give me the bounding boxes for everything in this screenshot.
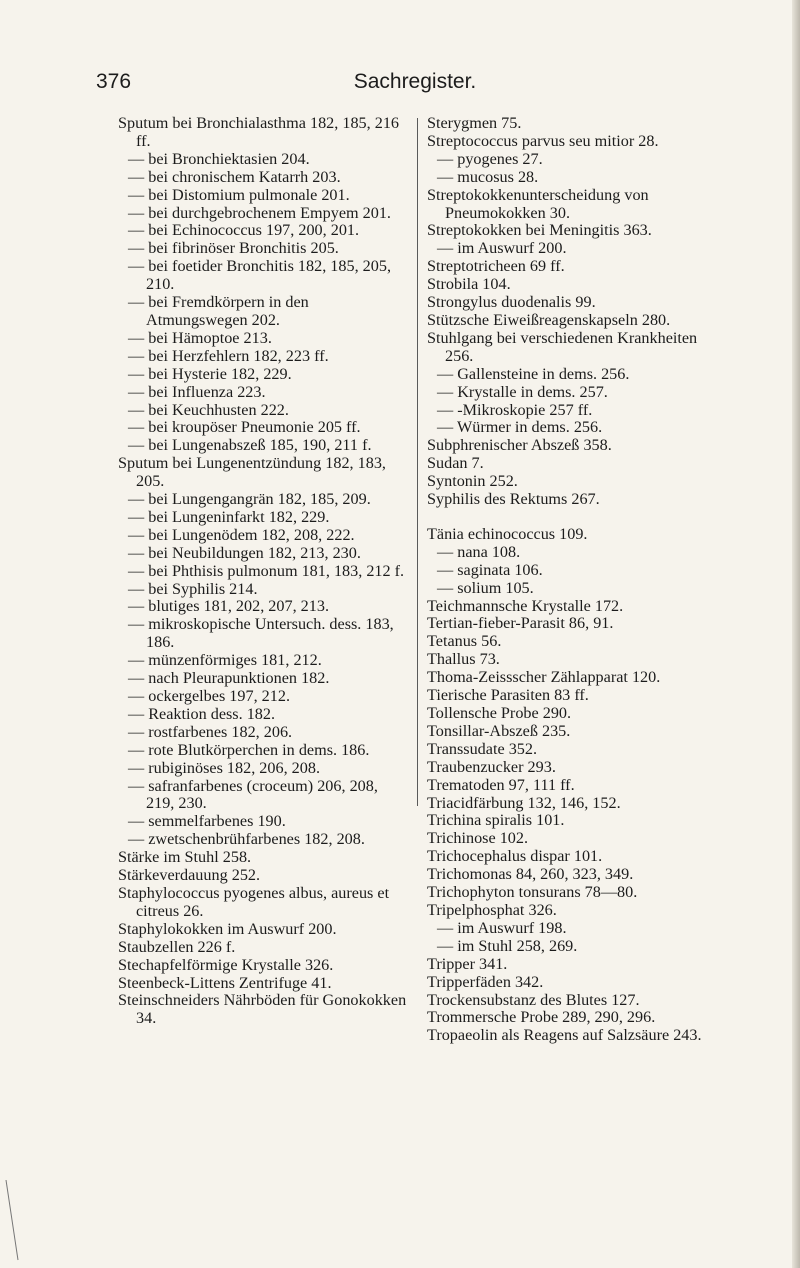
index-entry: — bei foetider Bronchitis 182, 185, 205, 210. bbox=[128, 257, 392, 294]
index-entry: Staubzellen 226 f. bbox=[118, 937, 236, 956]
index-entry: — rote Blutkörperchen in dems. 186. bbox=[128, 740, 370, 759]
index-entry: Streptococcus parvus seu mitior 28. bbox=[427, 131, 659, 150]
index-entry: Tripelphosphat 326. bbox=[427, 900, 557, 919]
index-entry: — im Auswurf 198. bbox=[437, 918, 567, 937]
index-entry: — solium 105. bbox=[437, 578, 534, 597]
index-entry: Sterygmen 75. bbox=[427, 114, 522, 132]
index-entry: Syntonin 252. bbox=[427, 472, 518, 491]
index-entry: — rostfarbenes 182, 206. bbox=[128, 722, 293, 741]
column-divider bbox=[417, 118, 418, 806]
index-entry: — nana 108. bbox=[437, 542, 521, 561]
index-entry: Stärke im Stuhl 258. bbox=[118, 848, 252, 867]
index-entry: — münzenförmiges 181, 212. bbox=[128, 651, 322, 670]
index-entry: Sudan 7. bbox=[427, 454, 484, 473]
index-entry: Thallus 73. bbox=[427, 650, 500, 669]
index-entry: Trockensubstanz des Blutes 127. bbox=[427, 990, 640, 1009]
index-entry: — -Mikroskopie 257 ff. bbox=[437, 400, 593, 419]
index-entry: Thoma-Zeissscher Zählapparat 120. bbox=[427, 668, 661, 687]
index-entry: — bei durchgebrochenem Empyem 201. bbox=[128, 203, 391, 222]
index-entry: Trichophyton tonsurans 78—80. bbox=[427, 883, 638, 902]
index-entry: — bei Fremdkörpern in den Atmungswegen 202. bbox=[128, 293, 309, 329]
index-entry: Stützsche Eiweißreagenskapseln 280. bbox=[427, 310, 671, 329]
index-entry: Stuhlgang bei verschiedenen Krankheiten 256. bbox=[427, 328, 698, 365]
index-entry: — bei Influenza 223. bbox=[128, 382, 266, 401]
index-entry: Trommersche Probe 289, 290, 296. bbox=[427, 1008, 656, 1027]
index-entry: — bei Bronchiektasien 204. bbox=[128, 149, 310, 168]
index-entry: — nach Pleurapunktionen 182. bbox=[128, 669, 330, 688]
index-entry: — semmelfarbenes 190. bbox=[128, 812, 286, 831]
scan-corner-mark bbox=[0, 1180, 40, 1268]
index-entry: Stärkeverdauung 252. bbox=[118, 866, 261, 885]
index-entry: — bei Phthisis pulmonum 181, 183, 212 f. bbox=[128, 561, 405, 580]
index-entry: Trichocephalus dispar 101. bbox=[427, 847, 603, 866]
index-entry: Tollensche Probe 290. bbox=[427, 704, 572, 722]
index-entry: Transsudate 352. bbox=[427, 739, 538, 758]
index-entry: Streptotricheen 69 ff. bbox=[427, 257, 565, 276]
index-entry: — bei Lungenabszeß 185, 190, 211 f. bbox=[128, 436, 372, 455]
index-entry: Trematoden 97, 111 ff. bbox=[427, 775, 575, 794]
right-index-column bbox=[427, 115, 724, 1045]
index-entry: — blutiges 181, 202, 207, 213. bbox=[128, 597, 329, 616]
page-edge-shadow bbox=[792, 0, 800, 1268]
index-entry: Tertian-fieber-Parasit 86, 91. bbox=[427, 614, 614, 633]
index-entry: Streptokokken bei Meningitis 363. bbox=[427, 221, 652, 240]
index-entry: — bei Hämoptoe 213. bbox=[128, 328, 272, 347]
index-entry: — im Stuhl 258, 269. bbox=[437, 936, 578, 955]
index-entry: Stechapfelförmige Krystalle 326. bbox=[118, 955, 334, 974]
index-entry: Trichinose 102. bbox=[427, 829, 529, 848]
index-entry: — bei Neubildungen 182, 213, 230. bbox=[128, 543, 361, 562]
index-entry: — bei fibrinöser Bronchitis 205. bbox=[128, 239, 339, 258]
index-entry: — bei Syphilis 214. bbox=[128, 579, 258, 598]
index-entry: Tierische Parasiten 83 ff. bbox=[427, 686, 589, 705]
index-entry: Tripper 341. bbox=[427, 954, 508, 973]
index-entry: — bei Lungengangrän 182, 185, 209. bbox=[128, 490, 371, 509]
running-head: Sachregister. bbox=[353, 70, 477, 93]
index-entry: Sputum bei Lungenentzündung 182, 183, 205. bbox=[118, 454, 386, 491]
index-entry: — zwetschenbrühfarbenes 182, 208. bbox=[128, 830, 365, 849]
index-entry: Traubenzucker 293. bbox=[427, 757, 556, 776]
index-entry: — Krystalle in dems. 257. bbox=[437, 382, 608, 401]
index-entry: — mucosus 28. bbox=[437, 167, 539, 186]
index-entry: — safranfarbenes (croceum) 206, 208, 219, 230. bbox=[128, 776, 378, 813]
index-entry: Staphylococcus pyogenes albus, aureus et citreus 26. bbox=[118, 883, 390, 920]
index-entry: — saginata 106. bbox=[437, 560, 543, 579]
index-entry: Tetanus 56. bbox=[427, 632, 502, 651]
index-entry: Steenbeck-Littens Zentrifuge 41. bbox=[118, 973, 332, 992]
index-entry: Sputum bei Bronchialasthma 182, 185, 216 ff. bbox=[118, 114, 400, 150]
index-entry: — Würmer in dems. 256. bbox=[437, 418, 603, 437]
index-entry: — pyogenes 27. bbox=[437, 149, 543, 168]
index-entry: Staphylokokken im Auswurf 200. bbox=[118, 919, 337, 938]
index-entry: — Reaktion dess. 182. bbox=[128, 704, 276, 723]
index-entry: Strobila 104. bbox=[427, 275, 511, 294]
index-entry: Tonsillar-Abszeß 235. bbox=[427, 721, 571, 740]
index-entry: — im Auswurf 200. bbox=[437, 239, 567, 258]
index-entry: Tripperfäden 342. bbox=[427, 972, 544, 991]
index-entry: — bei Keuchhusten 222. bbox=[128, 400, 289, 419]
page-number: 376 bbox=[96, 70, 132, 93]
index-entry: Strongylus duodenalis 99. bbox=[427, 293, 596, 312]
index-entry: Trichina spiralis 101. bbox=[427, 811, 565, 830]
index-entry: Triacidfärbung 132, 146, 152. bbox=[427, 793, 621, 812]
index-entry: — bei Herzfehlern 182, 223 ff. bbox=[128, 346, 329, 365]
index-entry: — bei Lungenödem 182, 208, 222. bbox=[128, 525, 355, 544]
index-entry: — bei Hysterie 182, 229. bbox=[128, 364, 292, 383]
index-entry: Subphrenischer Abszeß 358. bbox=[427, 436, 612, 455]
index-entry: Syphilis des Rektums 267. bbox=[427, 490, 600, 509]
index-entry: — bei Echinococcus 197, 200, 201. bbox=[128, 221, 360, 240]
index-entry: Trichomonas 84, 260, 323, 349. bbox=[427, 865, 634, 884]
index-entry: — bei kroupöser Pneumonie 205 ff. bbox=[128, 418, 361, 437]
left-index-column bbox=[118, 115, 408, 1028]
index-entry: Teichmannsche Krystalle 172. bbox=[427, 596, 624, 615]
index-entry: Steinschneiders Nährböden für Gonokokken 34. bbox=[118, 991, 407, 1028]
index-entry: — bei chronischem Katarrh 203. bbox=[128, 167, 341, 186]
index-entry: Tropaeolin als Reagens auf Salzsäure 243. bbox=[427, 1026, 702, 1045]
index-entry: — bei Distomium pulmonale 201. bbox=[128, 185, 350, 204]
index-entry: Streptokokkenunterscheidung von Pneumokokken 30. bbox=[427, 185, 649, 222]
index-entry: — bei Lungeninfarkt 182, 229. bbox=[128, 507, 330, 526]
index-entry: — ockergelbes 197, 212. bbox=[128, 687, 290, 705]
index-entry: Tänia echinococcus 109. bbox=[427, 524, 588, 543]
index-entry: — mikroskopische Untersuch. dess. 183, 186. bbox=[128, 615, 394, 652]
index-entry: — Gallensteine in dems. 256. bbox=[437, 364, 630, 383]
index-entry: — rubiginöses 182, 206, 208. bbox=[128, 758, 320, 777]
